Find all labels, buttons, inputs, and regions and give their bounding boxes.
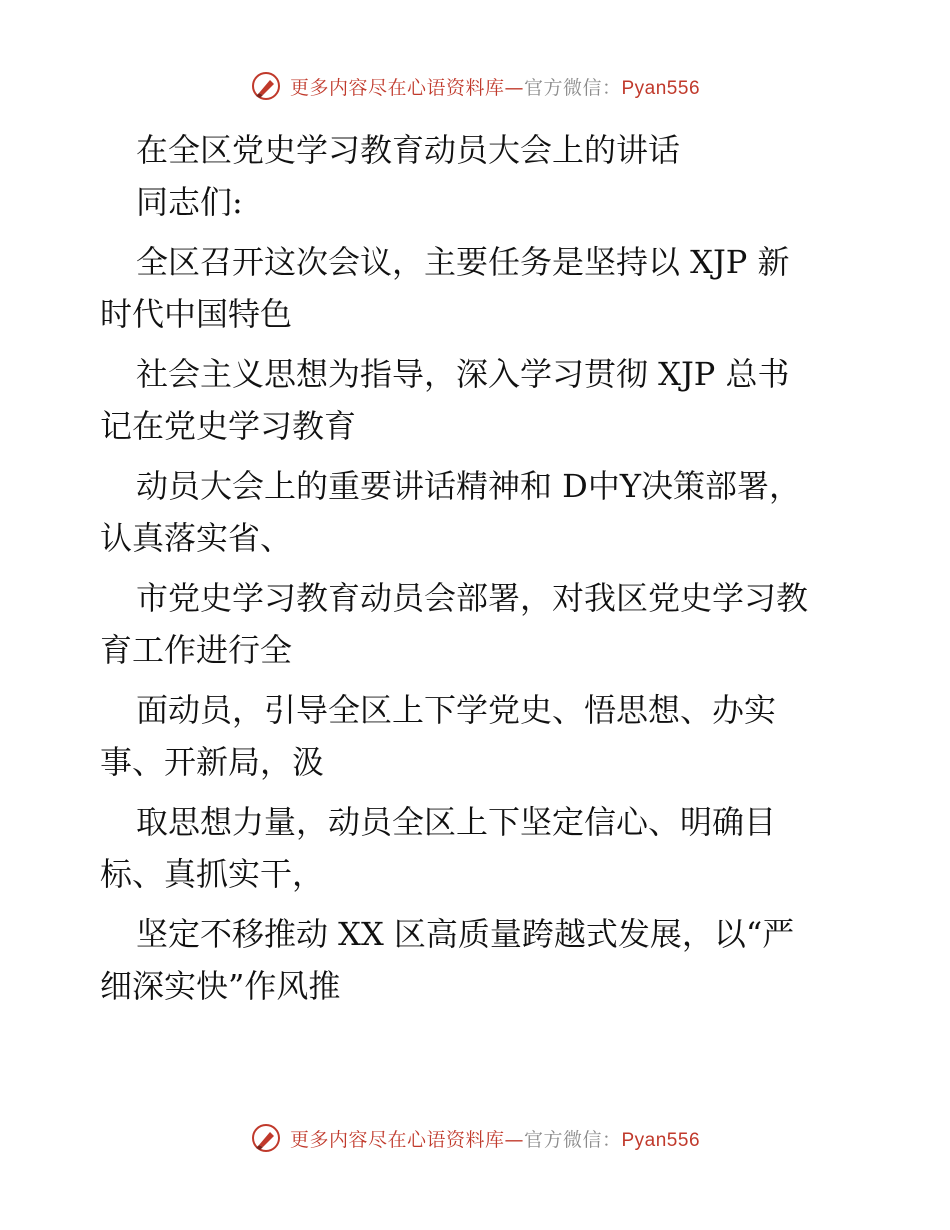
watermark-text: [290, 1125, 700, 1152]
watermark-id: Pyan556: [621, 1129, 701, 1151]
paragraph-line: 记在党史学习教育: [100, 407, 357, 445]
paragraph-line: 时代中国特色: [100, 295, 293, 333]
document-title: 在全区党史学习教育动员大会上的讲话: [136, 131, 681, 169]
paragraph-line: 动员大会上的重要讲话精神和 D中Y决策部署，: [136, 467, 801, 505]
paragraph-line: 育工作进行全: [100, 631, 293, 669]
watermark-label: 官方微信：: [523, 76, 622, 99]
watermark-main: 更多内容尽在心语资料库: [289, 1128, 505, 1151]
paragraph-line: 市党史学习教育动员会部署，对我区党史学习教: [136, 579, 809, 617]
document-body: [100, 124, 860, 1020]
watermark-main: 更多内容尽在心语资料库: [289, 76, 505, 99]
paragraph-line: 标、真抓实干，: [100, 855, 325, 893]
watermark-header: [0, 70, 950, 102]
watermark-dash: —: [504, 76, 524, 99]
watermark-label: 官方微信：: [523, 1128, 622, 1151]
paragraph-line: 面动员，引导全区上下学党史、悟思想、办实: [136, 691, 777, 729]
watermark-footer: [0, 1122, 950, 1154]
watermark-dash: —: [504, 1128, 524, 1151]
salutation: 同志们:: [136, 183, 243, 221]
paragraph-line: 全区召开这次会议，主要任务是坚持以 XJP 新: [136, 243, 790, 281]
paragraph-line: 社会主义思想为指导，深入学习贯彻 XJP 总书: [136, 355, 790, 393]
watermark-id: Pyan556: [621, 77, 701, 99]
paragraph-line: 细深实快”作风推: [100, 967, 341, 1005]
pen-nib-icon: [250, 1122, 282, 1154]
paragraph-list: [100, 236, 860, 1020]
paragraph-line: 事、开新局，汲: [100, 743, 325, 781]
paragraph-line: 取思想力量，动员全区上下坚定信心、明确目: [136, 803, 777, 841]
paragraph-line: 坚定不移推动 XX 区高质量跨越式发展，以“严: [136, 915, 795, 953]
pen-nib-icon: [250, 70, 282, 102]
paragraph-line: 认真落实省、: [100, 519, 293, 557]
watermark-text: [290, 73, 700, 100]
